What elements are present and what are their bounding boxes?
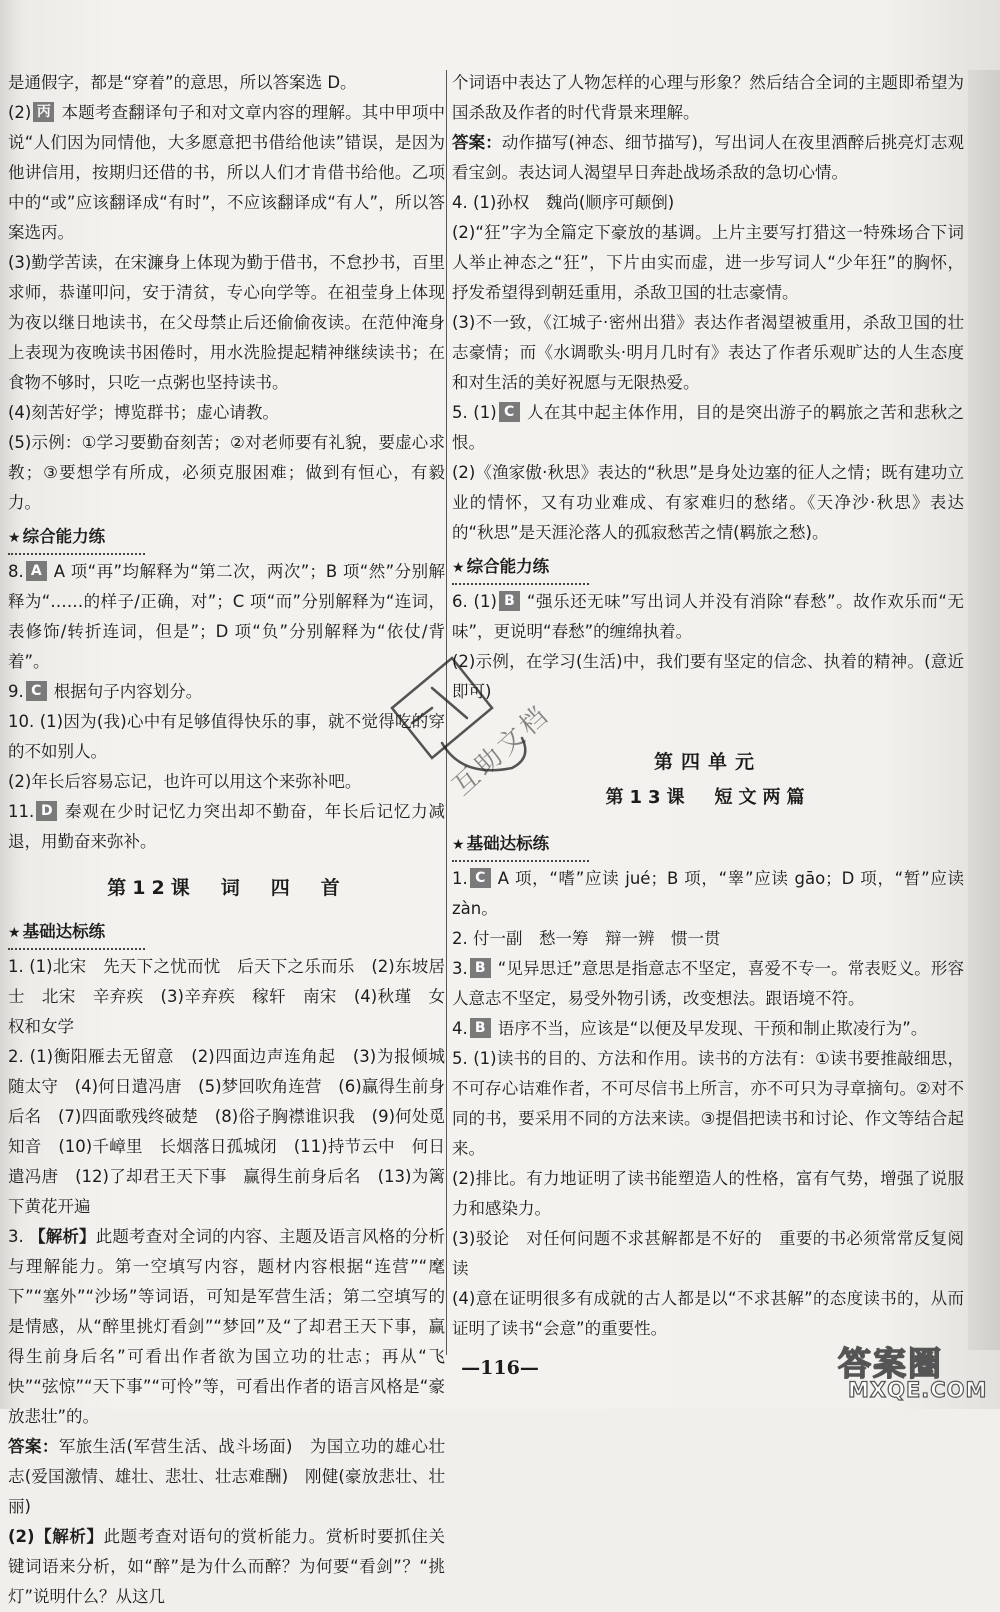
q2-text: 本题考查翻译句子和对文章内容的理解。其中甲项中说“人们因为同情他，大多愿意把书借给他读”错误，是因为他讲信用，按期归还借的书，所以人们才肯借书给他。乙项中的“或”应该翻译成“有时”，不应该翻译成“有人”，所以答案选丙。 (8, 103, 445, 242)
left-q10b: (2)年长后容易忘记，也许可以用这个来弥补吧。 (8, 772, 362, 791)
q11-number: 11. (8, 802, 35, 821)
right-r5-2: (2)排比。有力地证明了读书能塑造人的性格，富有气势，增强了说服力和感染力。 (452, 1169, 964, 1218)
right-r4 (452, 1014, 964, 1044)
left-top-line: 是通假字，都是“穿着”的意思，所以答案选 D。 (8, 73, 357, 92)
left-l3-answer (8, 1432, 445, 1522)
r5-text: 人在其中起主体作用，目的是突出游子的羁旅之苦和悲秋之恨。 (452, 403, 964, 452)
right-r1 (452, 864, 964, 924)
answer-badge: B (470, 1018, 491, 1038)
page-number: —116— (461, 1357, 539, 1379)
r6-text: “强乐还无味”写出词人并没有消除“春愁”。故作欢乐而“无味”，更说明“春愁”的缠绵执着。 (452, 592, 964, 641)
page-edge-shadow (968, 70, 1000, 1350)
answer-badge: A (26, 561, 47, 581)
r1-number: 1. (452, 869, 468, 888)
right-answer (452, 128, 964, 188)
logo-url-text: MXQE.COM (848, 1378, 988, 1402)
section-heading-label: 综合能力练 (22, 527, 106, 546)
section-heading-label: 基础达标练 (22, 922, 106, 941)
left-l1: 1. (1)北宋 先天下之忧而忧 后天下之乐而乐 (2)东坡居士 北宋 辛弃疾 (3)辛弃疾 稼轩 南宋 (4)秋瑾 女权和女学 (8, 957, 445, 1036)
right-q6b: (2)示例，在学习(生活)中，我们要有坚定的信念、执着的精神。(意近即可) (452, 652, 964, 701)
right-r5: 5. (1)读书的目的、方法和作用。读书的方法有：①读书要推敲细思，不可存心诘难作者，不可尽信书上所言，亦不可只为寻章摘句。②对不同的书，要采用不同的方法来读。③提倡把读书和讨论、作文等结合起来。 (452, 1049, 964, 1158)
answer-badge: D (36, 801, 57, 821)
answer-badge: C (499, 402, 520, 422)
section-heading-jichu-right (452, 829, 589, 862)
left-q3: (3)勤学苦读，在宋濂身上体现为勤于借书，不怠抄书，百里求师，恭谨叩问，安于清贫，专心向学等。在祖莹身上体现为夜以继日地读书，在父母禁止后还偷偷夜读。在范仲淹身上表现为夜晚读书困倦时，用水洗脸提起精神继续读书；在食物不够时，只吃一点粥也坚持读书。 (8, 253, 445, 392)
l4-analysis-text: 此题考查对语句的赏析能力。赏析时要抓住关键词语来分析，如“醉”是为什么而醉？为何要“看剑”？“挑灯”说明什么？从这几 (8, 1527, 445, 1606)
logo-main-text: 答案圈 (838, 1344, 943, 1383)
r3-text: “见异思迁”意思是指意志不坚定，喜爱不专一。常表贬义。形容人意志不坚定，易受外物引诱，改变想法。跟语境不符。 (452, 959, 964, 1008)
right-answer-text: 动作描写(神态、细节描写)，写出词人在夜里酒醉后挑亮灯志观看宝剑。表达词人渴望早日奔赴战场杀敌的急切心情。 (452, 133, 965, 182)
star-icon: ★ (452, 560, 465, 576)
section-heading-zonghe-right (452, 552, 589, 585)
right-r5-4: (4)意在证明很多有成就的古人都是以“不求甚解”的态度读书的，从而证明了读书“会意”的重要性。 (452, 1289, 964, 1338)
left-q10a: 10. (1)因为(我)心中有足够值得快乐的事，就不觉得吃的穿的不如别人。 (8, 712, 445, 761)
right-r5-3: (3)驳论 对任何问题不求甚解都是不好的 重要的书必须常常反复阅读 (452, 1229, 964, 1278)
r5-number: 5. (1) (452, 403, 497, 422)
analysis-label: (2)【解析】 (8, 1527, 104, 1546)
answer-badge: B (499, 591, 520, 611)
q2-number: (2) (8, 103, 32, 122)
answer-label: 答案： (8, 1437, 59, 1456)
r3-number: 3. (452, 959, 468, 978)
r4-number: 4. (452, 1019, 468, 1038)
answer-badge: 丙 (33, 102, 54, 122)
analysis-label: 【解析】 (29, 1227, 96, 1246)
r1-text: A 项，“嗜”应读 jué；B 项，“睾”应读 gāo；D 项，“暂”应读 zàn。 (452, 869, 964, 918)
q9-text: 根据句子内容划分。 (53, 682, 203, 701)
r4-text: 语序不当，应该是“以便及早发现、干预和制止欺凌行为”。 (497, 1019, 928, 1038)
left-q4: (4)刻苦好学；博览群书；虚心请教。 (8, 403, 279, 422)
right-r2: 2. 付一副 愁一筹 辩一辨 惯一贯 (452, 929, 721, 948)
right-q5b: (2)《渔家傲·秋思》表达的“秋思”是身处边塞的征人之情；既有建功立业的情怀，又有功业难成、有家难归的愁绪。《天净沙·秋思》表达的“秋思”是天涯沦落人的孤寂愁苦之情(羁旅之愁)。 (452, 463, 964, 542)
r6-number: 6. (1) (452, 592, 497, 611)
star-icon: ★ (8, 530, 21, 546)
section-heading-jichu (8, 917, 145, 950)
right-q4c: (3)不一致，《江城子·密州出猎》表达作者渴望被重用，杀敌卫国的壮志豪情；而《水调歌头·明月几时有》表达了作者乐观旷达的人生态度和对生活的美好祝愿与无限热爱。 (452, 313, 964, 392)
answer-badge: B (470, 958, 491, 978)
right-top: 个词语中表达了人物怎样的心理与形象？然后结合全词的主题即希望为国杀敌及作者的时代背景来理解。 (452, 73, 964, 122)
right-r3 (452, 954, 964, 1014)
star-icon: ★ (452, 837, 465, 853)
left-l4 (8, 1522, 445, 1612)
q8-text: A 项“再”均解释为“第二次，两次”；B 项“然”分别解释为“……的样子/正确，对”；C 项“而”分别解释为“连词，表修饰/转折连词，但是”；D 项“负”分别解释为“依仗/背着”。 (8, 562, 445, 671)
left-l3: 3. 【解析】此题考查对全词的内容、主题及语言风格的分析与理解能力。第一空填写内容，题材内容根据“连营”“麾下”“塞外”“沙场”等词语，可知是军营生活；第二空填写的是情感，从“醉里挑灯看剑”“梦回”及“了却君王天下事，赢得生前身后名”可看出作者欲为国立功的壮志；再从“飞快”“弦惊”“天下事”“可怜”等，可看出作者的语言风格是“豪放悲壮”的。 (8, 1227, 446, 1426)
lesson-12-title: 第12课 词 四 首 (107, 877, 346, 899)
right-q6 (452, 587, 964, 647)
right-q5 (452, 398, 964, 458)
left-q5: (5)示例：①学习要勤奋刻苦；②对老师要有礼貌，要虚心求教；③要想学有所成，必须克服困难；做到有恒心，有毅力。 (8, 433, 445, 512)
right-q4a: 4. (1)孙权 魏尚(顺序可颠倒) (452, 193, 675, 212)
lesson-13-title: 第13课 短文两篇 (605, 787, 811, 808)
answer-badge: C (26, 681, 47, 701)
l3-answer-text: 军旅生活(军营生活、战斗场面) 为国立功的雄心壮志(爱国激情、雄壮、悲壮、壮志难酬) 刚健(豪放悲壮、壮丽) (8, 1437, 446, 1516)
right-q4b: (2)“狂”字为全篇定下豪放的基调。上片主要写打猎这一特殊场合下词人举止神态之“狂”，下片由实而虚，进一步写词人“少年狂”的胸怀，抒发希望得到朝廷重用，杀敌卫国的壮志豪情。 (452, 223, 964, 302)
section-heading-label: 综合能力练 (466, 557, 550, 576)
left-l2: 2. (1)衡阳雁去无留意 (2)四面边声连角起 (3)为报倾城随太守 (4)何日遣冯唐 (5)梦回吹角连营 (6)赢得生前身后名 (7)四面歌残终破楚 (8)俗子胸襟谁识我 (9)何处觅知音 (10)千嶂里 长烟落日孤城闭 (11)持节云中 何日遣冯唐 (12)了却君王天下事 赢得生前身后名 (13)为篱下黄花开遍 (8, 1047, 445, 1216)
answer-badge: C (470, 868, 491, 888)
watermark-text: 互助文档 (447, 699, 557, 802)
answer-label: 答案： (452, 133, 502, 152)
q11-text: 秦观在少时记忆力突出却不勤奋，年长后记忆力减退，用勤奋来弥补。 (8, 802, 445, 851)
l3-analysis-text: 此题考查对全词的内容、主题及语言风格的分析与理解能力。第一空填写内容，题材内容根据“连营”“麾下”“塞外”“沙场”等词语，可知是军营生活；第二空填写的是情感，从“醉里挑灯看剑”“梦回”及“了却君王天下事，赢得生前身后名”可看出作者欲为国立功的壮志；再从“飞快”“弦惊”“天下事”“可怜”等，可看出作者的语言风格是“豪放悲壮”的。 (8, 1227, 446, 1426)
left-q2 (8, 98, 445, 248)
section-heading-zonghe (8, 522, 145, 555)
star-icon: ★ (8, 925, 21, 941)
site-logo (838, 1336, 1000, 1409)
unit-4-title: 第四单元 (653, 751, 762, 773)
section-heading-label: 基础达标练 (466, 834, 550, 853)
q8-number: 8. (8, 562, 24, 581)
left-column (8, 68, 445, 1612)
q9-number: 9. (8, 682, 24, 701)
